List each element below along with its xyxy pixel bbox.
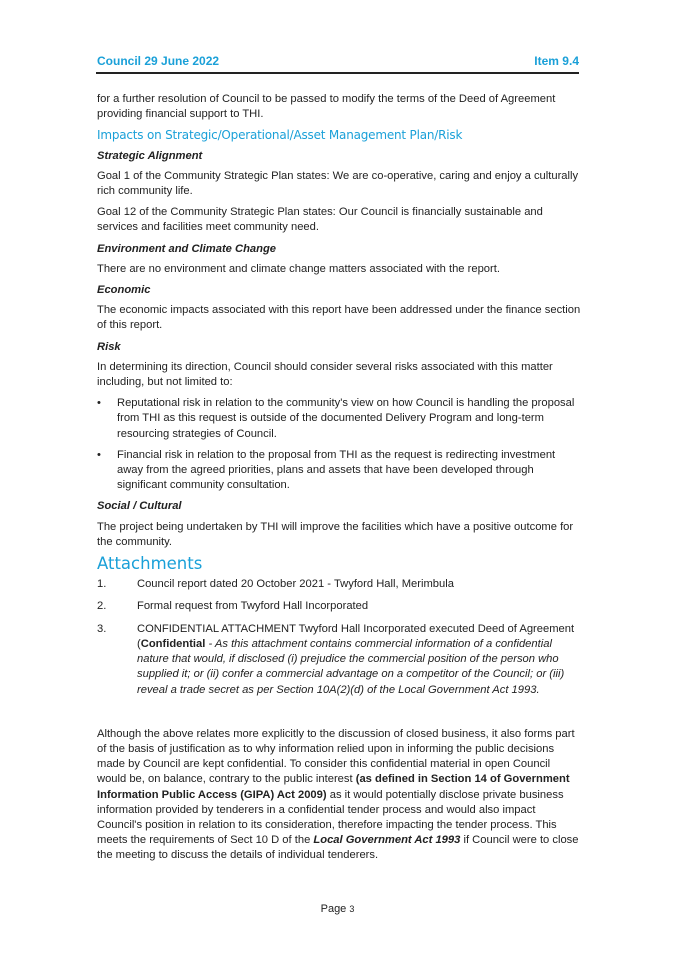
attachment-title: Formal request from Twyford Hall Incorporated — [137, 600, 369, 613]
list-item — [97, 577, 581, 592]
environment-heading: Environment and Climate Change — [97, 242, 277, 255]
list-item — [97, 622, 581, 698]
list-item — [97, 396, 581, 442]
page-footer — [0, 903, 675, 915]
closing-text-1: Although the above relates more explicitly to the discussion of closed business, it also forms part of the basis of justification as to why information relied upon in informing the public decisions made by Council are kept confidential. To consider this confidential material in open Council would be, on balance, contrary to the public interest — [97, 727, 575, 786]
risk-item-text: Reputational risk in relation to the community's view on how Council is handling the proposal from THI as this request is outside of the documented Delivery Program and long-term resourcing strategies of Council. — [117, 397, 575, 440]
closing-text-3: if Council were to close the meeting to discuss the details of individual tenderers. — [97, 834, 579, 862]
closing-text-2: as it would potentially disclose private business information provided by tenderers in a confidential tender process and would also impact Council's position in relation to its consideration, therefore impacting the tender process. This meets the requirements of Sect 10 D of the — [97, 788, 564, 847]
strategic-alignment-heading: Strategic Alignment — [97, 149, 203, 162]
closing-act-reference: Local Government Act 1993 — [313, 834, 461, 847]
intro-paragraph: for a further resolution of Council to be passed to modify the terms of the Deed of Agreement providing financial support to THI. — [97, 93, 556, 121]
attachment-title-text: CONFIDENTIAL ATTACHMENT Twyford Hall Incorporated executed Deed of Agreement ( — [137, 622, 575, 650]
attachments-list — [97, 577, 581, 697]
list-item — [97, 599, 581, 614]
risk-heading: Risk — [97, 340, 121, 353]
economic-paragraph: The economic impacts associated with this report have been addressed under the finance section of this report. — [97, 304, 581, 332]
attachment-number: 2. — [97, 600, 107, 613]
document-body — [97, 92, 581, 864]
strategic-goal-1-paragraph: Goal 1 of the Community Strategic Plan states: We are co-operative, caring and enjoy a culturally rich community life. — [97, 169, 579, 198]
economic-heading: Economic — [97, 284, 151, 297]
social-cultural-heading: Social / Cultural — [97, 500, 182, 513]
attachment-number: 1. — [97, 578, 107, 591]
risk-item-text: Financial risk in relation to the proposal from THI as the request is redirecting investment away from the agreed priorities, plans and assets that have been developed through significant community consultation. — [117, 448, 556, 492]
closing-paragraph — [97, 727, 581, 864]
attachment-number: 3. — [97, 622, 107, 635]
confidential-label: Confidential — [140, 637, 206, 650]
social-cultural-paragraph: The project being undertaken by THI will improve the facilities which have a positive outcome for the community. — [97, 520, 574, 548]
impacts-heading: Impacts on Strategic/Operational/Asset Management Plan/Risk — [97, 128, 463, 143]
risk-paragraph: In determining its direction, Council should consider several risks associated with this matter including, but not limited to: — [97, 360, 553, 389]
header-divider — [96, 72, 579, 74]
list-item — [97, 448, 581, 494]
bullet-marker: • — [97, 448, 101, 461]
attachments-heading: Attachments — [97, 554, 203, 574]
page-number: 3 — [349, 904, 355, 914]
risk-list — [97, 396, 581, 493]
header-item-number: Item 9.4 — [534, 54, 579, 68]
strategic-goal-12-paragraph: Goal 12 of the Community Strategic Plan states: Our Council is financially sustainable and services and facilities meet community need. — [97, 206, 543, 234]
closing-gipa-reference: (as defined in Section 14 of Government Information Public Access (GIPA) Act 2009) — [97, 773, 570, 801]
attachment-title — [137, 623, 574, 696]
page-header — [97, 54, 579, 72]
confidential-reason: - As this attachment contains commercial information of a confidential nature that would, if disclosed (i) prejudice the commercial position of the person who supplied it; or (ii) confer a commercial advantage on a competitor of the Council; or (iii) reveal a trade secret as per Section 10A(2)(d) of the Local Government Act 1993. — [137, 637, 565, 696]
bullet-marker: • — [97, 397, 101, 410]
environment-paragraph: There are no environment and climate change matters associated with the report. — [97, 262, 500, 275]
attachment-title: Council report dated 20 October 2021 - Twyford Hall, Merimbula — [137, 578, 454, 591]
header-meeting-date: Council 29 June 2022 — [97, 54, 220, 68]
page-label: Page — [320, 903, 350, 915]
